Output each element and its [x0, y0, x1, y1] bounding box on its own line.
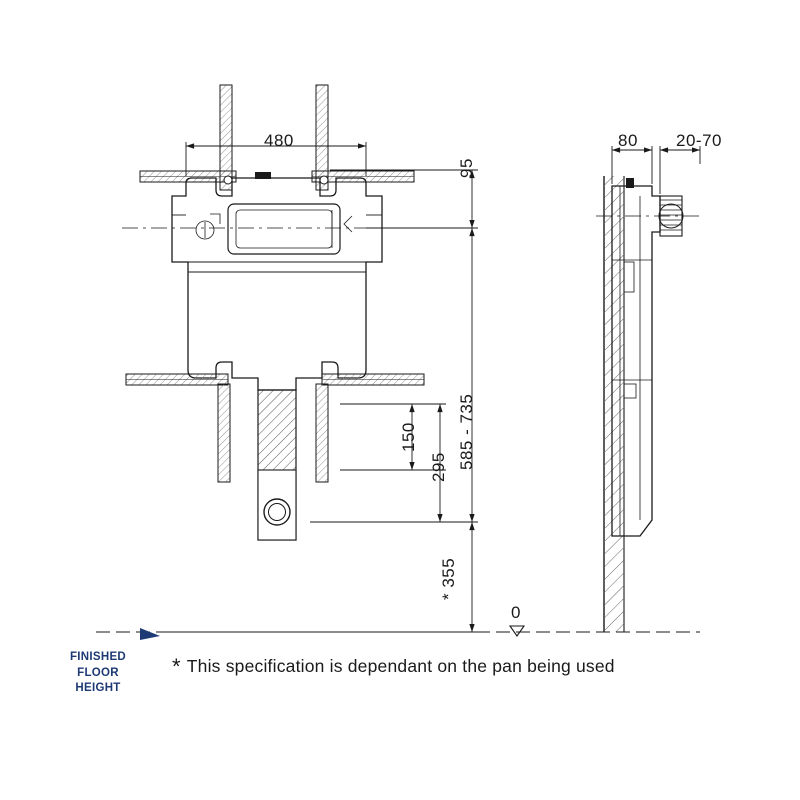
ffh-line-2: FLOOR	[77, 666, 119, 679]
top-horizontal-brackets	[140, 171, 414, 182]
dimension-label-20-70: 20-70	[676, 131, 722, 150]
dimension-label-150: 150	[399, 422, 418, 452]
finished-floor-height-label	[38, 650, 158, 697]
datum-label-zero: 0	[511, 603, 521, 622]
footnote-marker: *	[172, 654, 181, 679]
ffh-line-1: FINISHED	[69, 651, 127, 663]
wall-section	[604, 176, 624, 632]
dimension-label-95: 95	[457, 158, 476, 178]
dimension-lines-side	[612, 146, 700, 194]
dimension-label-80: 80	[618, 131, 638, 150]
dimension-label-295: 295	[429, 452, 448, 482]
datum-triangle	[510, 626, 524, 636]
footnote-text: This specification is dependant on the pan being used	[186, 656, 615, 676]
dimension-label-585-735: 585 - 735	[457, 393, 476, 470]
floor-arrow-marker	[140, 628, 160, 640]
pan-connector	[258, 390, 296, 540]
bottom-horizontal-brackets	[126, 374, 424, 385]
front-view-group	[122, 85, 470, 540]
dimension-label-355: * 355	[439, 557, 458, 600]
dimension-label-480: 480	[264, 131, 294, 150]
ffh-line-3: HEIGHT	[75, 682, 121, 695]
flush-plate-opening	[228, 204, 340, 254]
footnote	[172, 656, 615, 678]
side-view-group	[596, 146, 700, 632]
